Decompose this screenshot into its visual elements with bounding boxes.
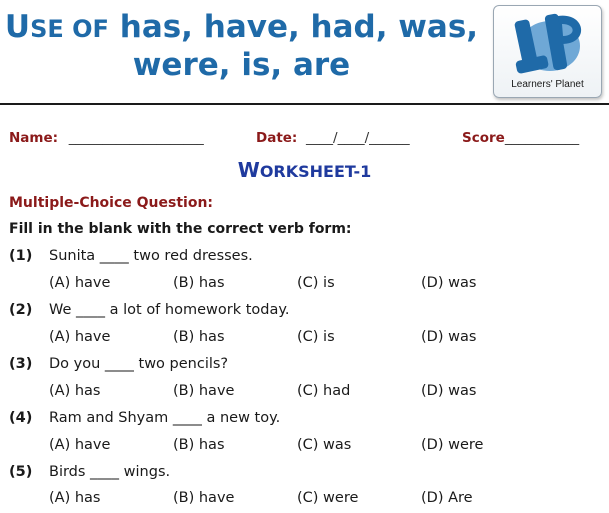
question-number: (3) [9, 356, 33, 372]
option-a[interactable]: (A) have [49, 329, 111, 345]
option-c[interactable]: (C) were [297, 490, 359, 506]
question-number: (1) [9, 248, 33, 264]
option-a[interactable]: (A) have [49, 437, 111, 453]
worksheet-title-lead: W [237, 158, 260, 182]
option-d[interactable]: (D) was [421, 275, 477, 291]
question-number: (4) [9, 410, 33, 426]
option-b[interactable]: (B) has [173, 437, 225, 453]
score-label: Score [462, 130, 505, 146]
question-text: Birds ____ wings. [49, 464, 171, 480]
worksheet-title-rest: ORKSHEET-1 [259, 162, 372, 181]
learners-planet-logo [493, 5, 602, 98]
option-b[interactable]: (B) have [173, 490, 235, 506]
worksheet-title [0, 158, 609, 182]
instruction-text: Fill in the blank with the correct verb form: [9, 221, 352, 237]
title-lead-smallcaps: SE OF [30, 15, 109, 43]
option-d[interactable]: (D) was [421, 329, 477, 345]
option-d[interactable]: (D) was [421, 383, 477, 399]
option-b[interactable]: (B) has [173, 329, 225, 345]
title-line-1 [0, 10, 483, 46]
question-text: Do you ____ two pencils? [49, 356, 229, 372]
option-c[interactable]: (C) is [297, 329, 335, 345]
name-label: Name: [9, 130, 59, 146]
option-d[interactable]: (D) Are [421, 490, 473, 506]
option-c[interactable]: (C) had [297, 383, 351, 399]
logo-caption: Learners' Planet [511, 79, 584, 90]
title-divider [0, 103, 609, 105]
title-line-1-rest: has, have, had, was, [108, 9, 479, 45]
title-lead-letter: U [4, 9, 31, 45]
date-label: Date: [256, 130, 298, 146]
question-text: We ____ a lot of homework today. [49, 302, 290, 318]
name-blank[interactable]: ____________________ [68, 130, 204, 146]
question-text: Ram and Shyam ____ a new toy. [49, 410, 281, 426]
option-a[interactable]: (A) has [49, 490, 101, 506]
section-label: Multiple-Choice Question: [9, 195, 214, 211]
question-number: (2) [9, 302, 33, 318]
option-b[interactable]: (B) have [173, 383, 235, 399]
option-c[interactable]: (C) is [297, 275, 335, 291]
score-blank[interactable]: ___________ [504, 130, 580, 146]
option-c[interactable]: (C) was [297, 437, 352, 453]
option-d[interactable]: (D) were [421, 437, 484, 453]
title-line-2: were, is, are [132, 46, 351, 83]
score-field[interactable] [462, 130, 579, 146]
date-field[interactable] [256, 130, 410, 146]
question-number: (5) [9, 464, 33, 480]
page-title [0, 10, 483, 83]
question-text: Sunita ____ two red dresses. [49, 248, 253, 264]
option-b[interactable]: (B) has [173, 275, 225, 291]
name-field[interactable] [9, 130, 204, 146]
option-a[interactable]: (A) has [49, 383, 101, 399]
date-blank[interactable]: ____/____/______ [306, 130, 410, 146]
option-a[interactable]: (A) have [49, 275, 111, 291]
